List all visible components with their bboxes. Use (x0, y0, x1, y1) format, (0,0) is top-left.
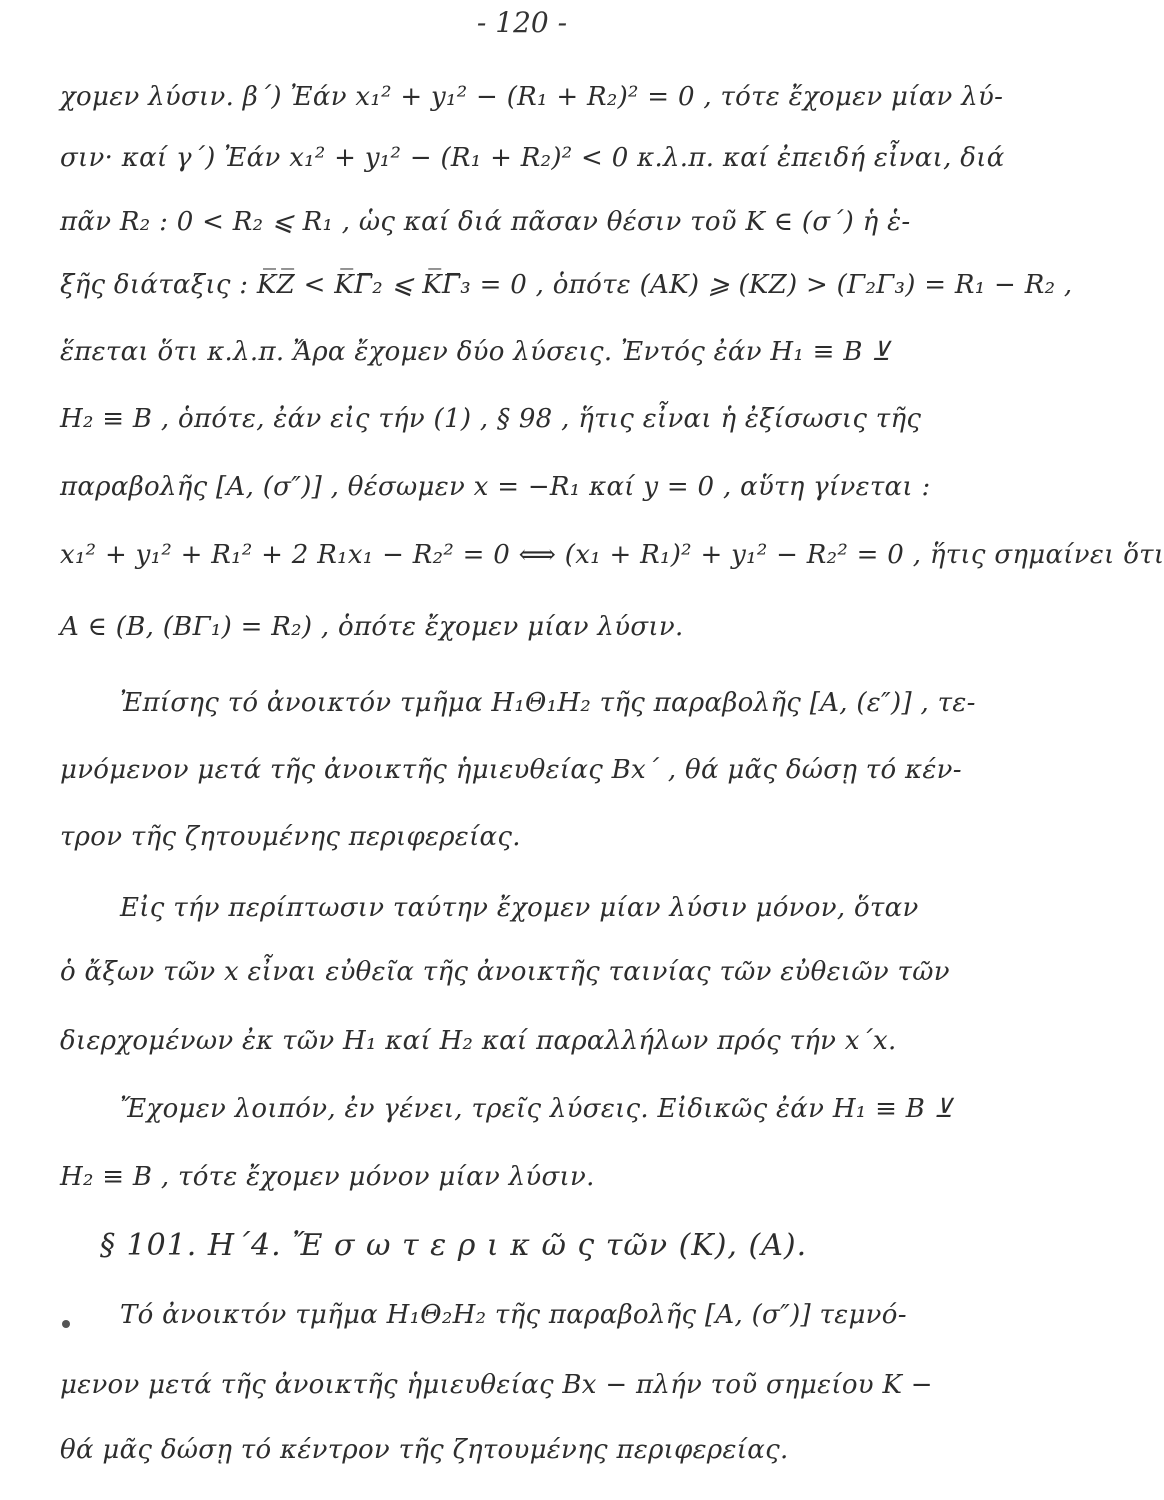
text-line-21: θά μᾶς δώσῃ τό κέντρον τῆς ζητουμένης περιφερείας. (60, 1435, 789, 1465)
text-line-14: ὁ ἄξων τῶν x εἶναι εὐθεῖα τῆς ἀνοικτῆς ταινίας τῶν εὐθειῶν τῶν (60, 957, 950, 987)
text-line-2: σιν· καί γ΄) Ἐάν x₁² + y₁² − (R₁ + R₂)² < 0 κ.λ.π. καί ἐπειδή εἶναι, διά (60, 143, 1005, 173)
text-line-17: H₂ ≡ B , τότε ἔχομεν μόνον μίαν λύσιν. (60, 1162, 595, 1192)
text-line-1: χομεν λύσιν. β΄) Ἐάν x₁² + y₁² − (R₁ + R₂)² = 0 , τότε ἔχομεν μίαν λύ- (60, 82, 1004, 112)
text-line-5: ἕπεται ὅτι κ.λ.π. Ἄρα ἔχομεν δύο λύσεις. Ἐντός ἐάν H₁ ≡ B ⊻ (60, 337, 891, 367)
text-line-10: Ἐπίσης τό ἀνοικτόν τμῆμα H₁Θ₁H₂ τῆς παραβολῆς [A, (ε″)] , τε- (120, 688, 976, 718)
ink-dot (62, 1320, 70, 1328)
text-line-11: μνόμενον μετά τῆς ἀνοικτῆς ἡμιευθείας Bx΄ , θά μᾶς δώσῃ τό κέν- (60, 755, 962, 785)
text-line-16: Ἔχομεν λοιπόν, ἐν γένει, τρεῖς λύσεις. Εἰδικῶς ἐάν H₁ ≡ B ⊻ (120, 1094, 954, 1124)
text-line-20: μενον μετά τῆς ἀνοικτῆς ἡμιευθείας Bx − πλήν τοῦ σημείου K − (60, 1370, 933, 1400)
text-line-12: τρον τῆς ζητουμένης περιφερείας. (60, 822, 521, 852)
text-line-15: διερχομένων ἐκ τῶν H₁ καί H₂ καί παραλλήλων πρός τήν x΄x. (60, 1026, 897, 1056)
section-heading: § 101. H΄4. Ἔ σ ω τ ε ρ ι κ ῶ ς τῶν (K), (A). (100, 1228, 808, 1263)
text-line-8: x₁² + y₁² + R₁² + 2 R₁x₁ − R₂² = 0 ⟺ (x₁ + R₁)² + y₁² − R₂² = 0 , ἥτις σημαίνει ὅτι (60, 540, 1164, 570)
text-line-3: πᾶν R₂ : 0 < R₂ ⩽ R₁ , ὡς καί διά πᾶσαν θέσιν τοῦ K ∈ (σ΄) ἡ ἑ- (60, 207, 911, 237)
page-number: - 120 - (476, 6, 568, 39)
text-line-4: ξῆς διάταξις : K̅Z̅ < K̅Γ̅₂ ⩽ K̅Γ̅₃ = 0 , ὁπότε (AK) ⩾ (KZ) > (Γ₂Γ₃) = R₁ − R₂ , (60, 270, 1073, 300)
text-line-19: Τό ἀνοικτόν τμῆμα H₁Θ₂H₂ τῆς παραβολῆς [A, (σ″)] τεμνό- (120, 1300, 907, 1330)
text-line-9: A ∈ (B, (BΓ₁) = R₂) , ὁπότε ἔχομεν μίαν λύσιν. (60, 612, 684, 642)
text-line-7: παραβολῆς [A, (σ″)] , θέσωμεν x = −R₁ καί y = 0 , αὕτη γίνεται : (60, 472, 931, 502)
text-line-13: Εἰς τήν περίπτωσιν ταύτην ἔχομεν μίαν λύσιν μόνον, ὅταν (120, 893, 919, 923)
text-line-6: H₂ ≡ B , ὁπότε, ἐάν εἰς τήν (1) , § 98 , ἥτις εἶναι ἡ ἐξίσωσις τῆς (60, 404, 922, 434)
